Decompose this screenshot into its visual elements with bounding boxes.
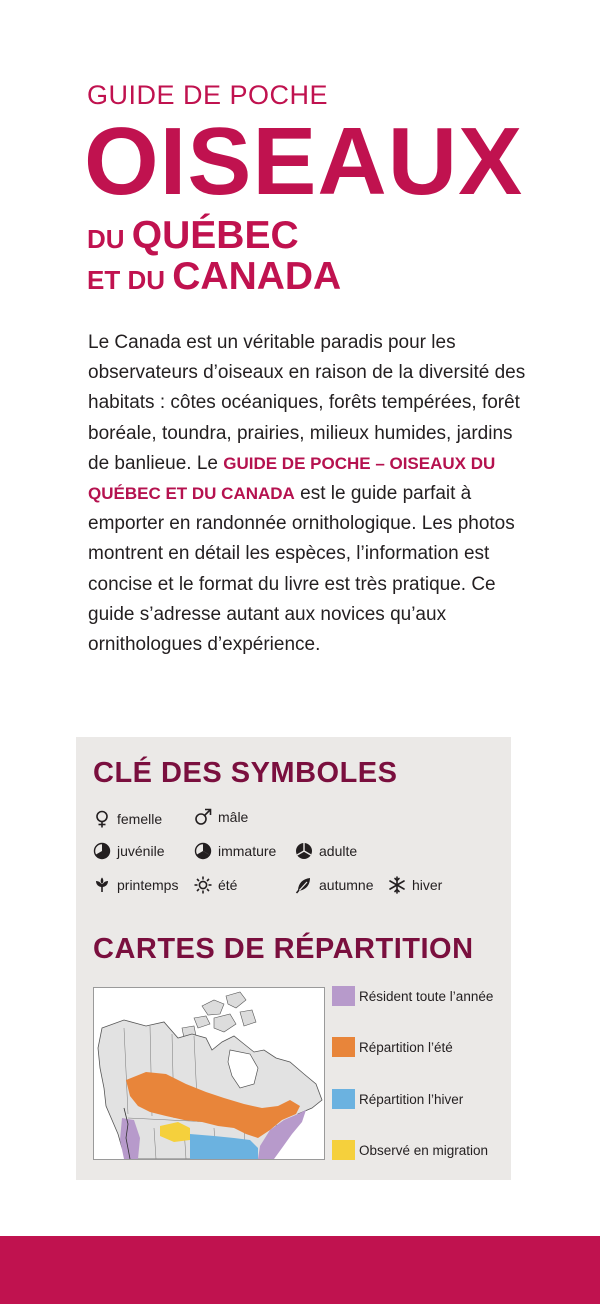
legend-swatch-migration [332,1140,355,1160]
description-paragraph [88,328,528,660]
book-title: OISEAUX [84,108,524,215]
title-line-quebec [87,214,299,258]
symbol-autumn [295,876,373,894]
legend-swatch-winter [332,1089,355,1109]
symbol-winter [388,876,442,894]
adult-icon [295,842,313,860]
winter-icon [388,876,406,894]
female-icon [93,810,111,828]
legend-resident [332,986,493,1006]
description-part2: est le guide parfait à emporter en randonnée ornithologique. Les photos montrent en détail les espèces, l’information est concise et le format du livre est très pratique. Ce guide s’adresse autant aux novices qu’aux ornithologues d’expérience. [88,483,515,656]
title-line2-large: CANADA [172,255,342,298]
symbol-male [194,808,248,826]
legend-swatch-summer [332,1037,355,1057]
legend-migration [332,1140,488,1160]
legend-swatch-resident [332,986,355,1006]
guide-subtitle: GUIDE DE POCHE [87,80,329,110]
symbol-immature [194,842,276,860]
legend-winter [332,1089,463,1109]
symbols-heading: CLÉ DES SYMBOLES [93,757,398,789]
symbol-female [93,810,162,828]
symbol-adult-label: adulte [319,843,358,859]
title-line1-large: QUÉBEC [131,214,299,257]
symbol-winter-label: hiver [412,877,443,893]
symbol-juvenile-label: juvénile [117,843,165,859]
symbol-male-label: mâle [218,809,249,825]
symbol-spring [93,876,178,894]
symbol-autumn-label: autumne [319,877,374,893]
symbol-summer-label: été [218,877,238,893]
male-icon [194,808,212,826]
title-line2-small: ET DU [87,265,173,295]
spring-icon [93,876,111,894]
description-part1: Le Canada est un véritable paradis pour les observateurs d’oiseaux en raison de la diversité des habitats : côtes océaniques, forêts tempérées, forêt boréale, toundra, prairies, milieux humides, jardins de banlieue. Le [88,332,526,474]
legend-label-migration: Observé en migration [359,1142,489,1158]
legend-label-resident: Résident toute l’année [359,988,494,1004]
title-line1-small: DU [87,224,132,254]
legend-summer [332,1037,453,1057]
footer-bar [0,1236,600,1304]
symbols-panel [76,737,511,1180]
summer-icon [194,876,212,894]
legend-label-winter: Répartition l’hiver [359,1091,464,1107]
range-map [93,987,325,1160]
symbol-spring-label: printemps [117,877,179,893]
description-highlight: GUIDE DE POCHE – OISEAUX DU QUÉBEC ET DU CANADA [88,453,496,504]
symbol-immature-label: immature [218,843,277,859]
symbol-summer [194,876,237,894]
juvenile-icon [93,842,111,860]
title-line-canada [87,255,341,299]
autumn-icon [295,876,313,894]
symbol-juvenile [93,842,164,860]
symbol-adult [295,842,357,860]
immature-icon [194,842,212,860]
symbol-female-label: femelle [117,811,163,827]
legend-label-summer: Répartition l’été [359,1039,453,1055]
maps-heading: CARTES DE RÉPARTITION [93,933,474,965]
